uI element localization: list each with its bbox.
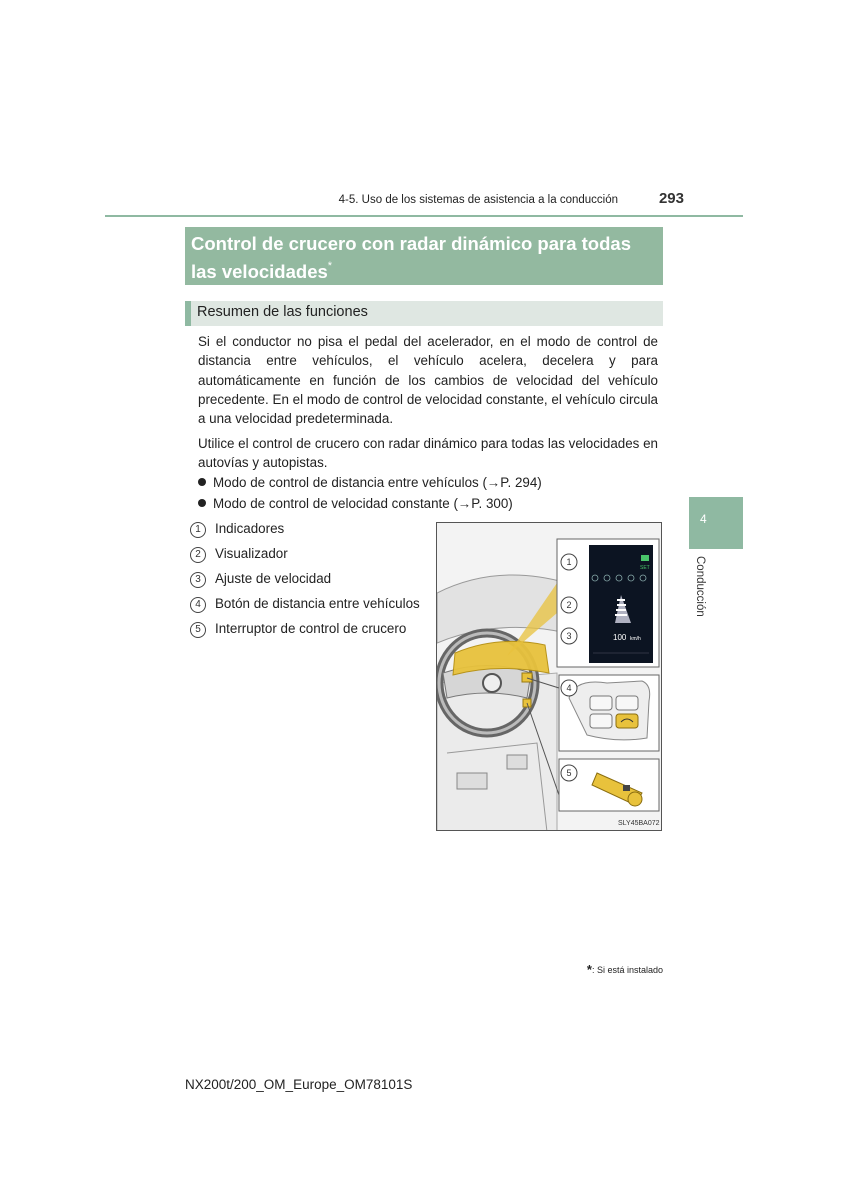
page-number: 293 [658,190,684,207]
document-code: NX200t/200_OM_Europe_OM78101S [185,1077,413,1092]
chapter-tab-number: 4 [700,512,707,526]
set-speed-unit: km/h [630,636,641,642]
section-heading [185,301,663,326]
usage-paragraph: Utilice el control de crucero con radar dinámico para todas las velocidades en autovías y autopistas. [198,436,658,471]
bullet-distance-mode [198,475,542,490]
bullet-text: Modo de control de velocidad constante (→P. 300) [213,496,513,511]
chapter-tab-label: Conducción [694,556,706,617]
callout-1: 1 [566,557,572,567]
footnote-text: : Si está instalado [591,965,663,975]
footnote [540,962,663,977]
component-item-4 [190,596,420,613]
component-label: Indicadores [215,521,285,536]
callout-5: 5 [566,768,572,778]
chapter-title-text: Control de crucero con radar dinámico para todas las velocidades [191,233,631,283]
bullet-icon [198,499,206,507]
callout-number: 2 [190,547,206,563]
callout-4: 4 [566,683,572,693]
footnote-mark: * [586,962,592,977]
install-note-mark: * [327,260,333,272]
intro-paragraph: Si el conductor no pisa el pedal del acelerador, en el modo de control de distancia entre vehículos, el vehículo acelera, decelera y para automáticamente en función de los cambios de velocidad del vehículo precedente. En el modo de control de velocidad constante, el vehículo circula a una velocidad predeterminada. [198,334,658,427]
component-item-5 [190,621,406,638]
set-speed-value: 100 [613,633,627,642]
component-label: Visualizador [215,546,288,561]
cockpit-illustration [436,522,662,831]
section-marker [185,301,191,326]
callout-2: 2 [566,600,572,610]
cockpit-drawing [437,523,662,831]
component-item-2 [190,546,288,563]
bullet-icon [198,478,206,486]
callout-number: 1 [190,522,206,538]
callout-number: 3 [190,572,206,588]
component-label: Botón de distancia entre vehículos [215,596,420,611]
callout-number: 4 [190,597,206,613]
bullet-text: Modo de control de distancia entre vehículos (→P. 294) [213,475,542,490]
figure-code: SLY45BA072 [618,820,660,827]
set-indicator: SET [640,565,650,571]
running-head: 4-5. Uso de los sistemas de asistencia a la conducción [338,194,618,206]
header-rule [105,215,743,217]
component-label: Interruptor de control de crucero [215,621,407,636]
component-item-1 [190,521,284,538]
component-label: Ajuste de velocidad [215,571,332,586]
callout-number: 5 [190,622,206,638]
component-item-3 [190,571,331,588]
callout-3: 3 [566,631,572,641]
chapter-title [185,227,663,285]
bullet-constant-speed-mode [198,496,513,511]
section-heading-text: Resumen de las funciones [197,304,368,320]
chapter-tab [689,497,743,549]
